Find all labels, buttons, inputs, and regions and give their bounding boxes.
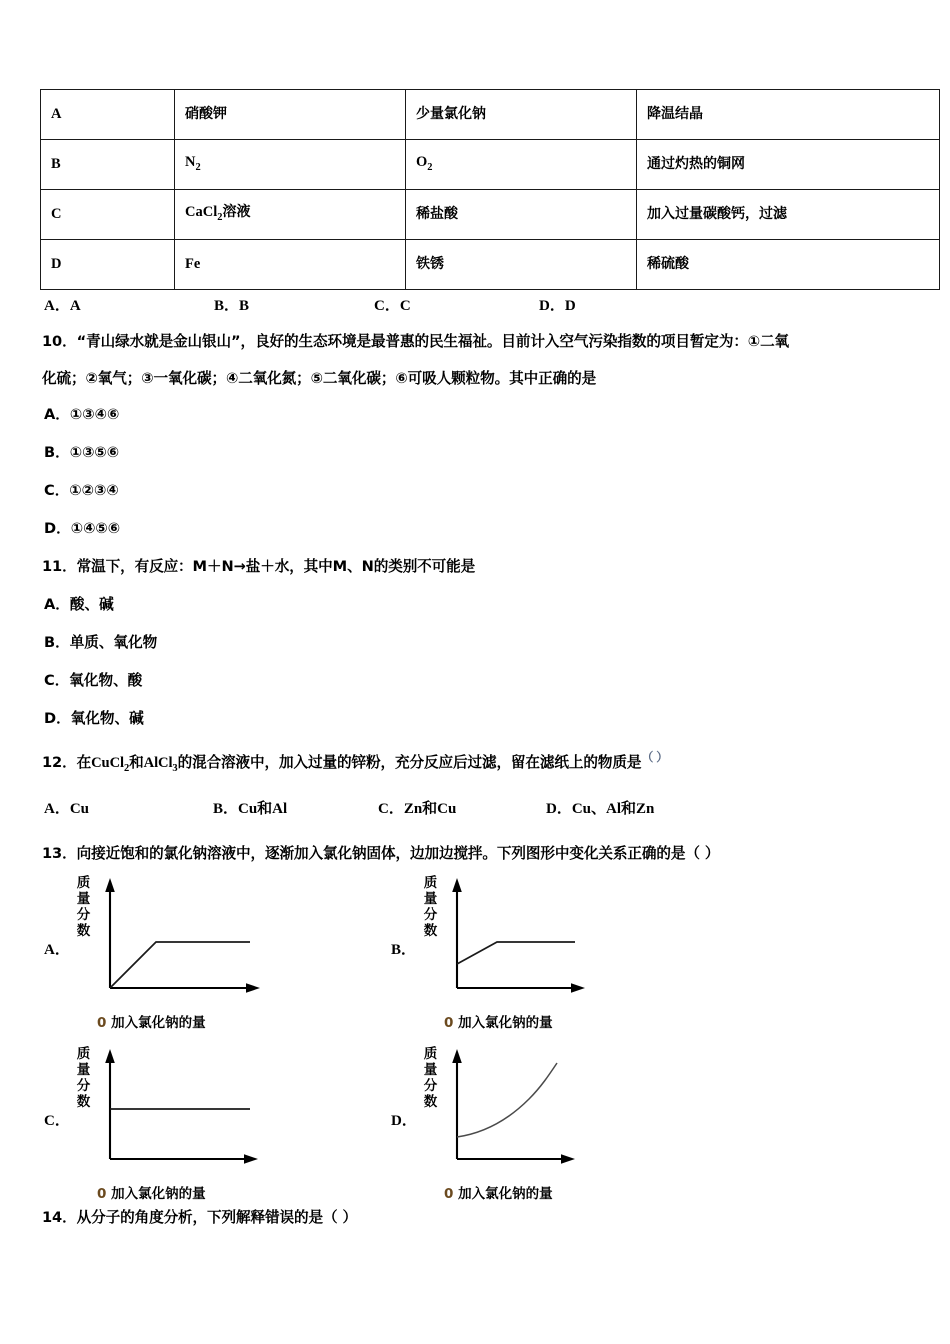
table-row: [41, 140, 940, 190]
q13-chart-d: [389, 1043, 689, 1215]
q13-chart-a-xlabel: 0 加入氯化钠的量: [97, 1015, 206, 1031]
q12-option-a[interactable]: A．Cu: [44, 801, 90, 817]
row-substance: 硝酸钾: [175, 90, 406, 140]
q12-stem: [42, 748, 668, 774]
row-method: 稀硫酸: [637, 240, 940, 290]
q11-option-b[interactable]: B．单质、氧化物: [44, 634, 158, 651]
q13-chart-c-ylabel: 质 量 分 数: [76, 1046, 91, 1110]
q13-chart-c-label: C．: [44, 1113, 70, 1129]
q11-option-c[interactable]: C．氧化物、酸: [44, 672, 143, 689]
q9-option-c[interactable]: C．C: [374, 298, 411, 314]
q13-chart-a-plot: [98, 874, 308, 1006]
q12-option-d[interactable]: D．Cu、Al和Zn: [546, 801, 655, 817]
q13-chart-c-plot: [98, 1045, 308, 1177]
q10-stem-line2: 化硫；②氧气；③一氧化碳；④二氧化氮；⑤二氧化碳；⑥可吸人颗粒物。其中正确的是: [42, 370, 597, 387]
row-impurity: $O_2$: [406, 140, 637, 190]
q10-option-a[interactable]: A．①③④⑥: [44, 406, 120, 423]
row-substance: CaCl$_2$溶液: [175, 190, 406, 240]
q10-option-b[interactable]: B．①③⑤⑥: [44, 444, 120, 461]
row-label: C: [41, 190, 175, 240]
q10-option-d[interactable]: D．①④⑤⑥: [44, 520, 121, 537]
purification-table: [40, 89, 940, 290]
q9-answer-row: [0, 294, 950, 316]
row-method: 加入过量碳酸钙，过滤: [637, 190, 940, 240]
q13-chart-b-label: B．: [391, 942, 417, 958]
q13-chart-a: [42, 872, 342, 1044]
q12-option-c[interactable]: C．Zn和Cu: [378, 801, 457, 817]
row-substance: Fe: [175, 240, 406, 290]
q13-chart-d-ylabel: 质 量 分 数: [423, 1046, 438, 1110]
q13-chart-b-ylabel: 质 量 分 数: [423, 875, 438, 939]
row-impurity: 少量氯化钠: [406, 90, 637, 140]
row-substance: $N_2$: [175, 140, 406, 190]
q11-option-a[interactable]: A．酸、碱: [44, 596, 114, 613]
q12-formula-cucl2: CuCl$_2$: [91, 754, 130, 774]
row-label: B: [41, 140, 175, 190]
q10-stem-line1: 10．“青山绿水就是金山银山”，良好的生态环境是最普惠的民生福祉。目前计入空气污染指数的项目暂定为：①二氧: [42, 333, 790, 350]
q13-chart-c: [42, 1043, 342, 1215]
q11-stem: 11．常温下，有反应：M＋N→盐＋水，其中M、N的类别不可能是: [42, 558, 476, 575]
table-row: [41, 90, 940, 140]
q9-option-a[interactable]: A．A: [44, 298, 81, 314]
row-label: D: [41, 240, 175, 290]
row-impurity: 铁锈: [406, 240, 637, 290]
q9-option-b[interactable]: B．B: [214, 298, 250, 314]
q12-answer-paren: （ ）: [641, 750, 669, 764]
row-impurity: 稀盐酸: [406, 190, 637, 240]
q13-chart-d-plot: [445, 1045, 655, 1177]
q12-stem-mid: 和: [129, 753, 144, 771]
table-row: [41, 190, 940, 240]
q9-option-d[interactable]: D．D: [539, 298, 576, 314]
table-row: [41, 240, 940, 290]
q12-stem-pre: 12．在: [42, 753, 92, 771]
q13-chart-a-label: A．: [44, 942, 70, 958]
q13-chart-b: [389, 872, 689, 1044]
q12-formula-alcl3: AlCl$_3$: [143, 754, 178, 774]
q13-chart-d-xlabel: 0 加入氯化钠的量: [444, 1186, 553, 1202]
q13-chart-d-label: D．: [391, 1113, 417, 1129]
row-label: A: [41, 90, 175, 140]
q13-chart-b-xlabel: 0 加入氯化钠的量: [444, 1015, 553, 1031]
row-method: 通过灼热的铜网: [637, 140, 940, 190]
q12-stem-post: 的混合溶液中，加入过量的锌粉，充分反应后过滤，留在滤纸上的物质是: [177, 753, 642, 771]
q13-chart-c-xlabel: 0 加入氯化钠的量: [97, 1186, 206, 1202]
q12-option-b[interactable]: B．Cu和Al: [213, 801, 288, 817]
q11-option-d[interactable]: D．氧化物、碱: [44, 710, 144, 727]
q13-stem: 13．向接近饱和的氯化钠溶液中，逐渐加入氯化钠固体，边加边搅拌。下列图形中变化关系正确的是（ ）: [42, 845, 720, 862]
q14-stem: 14．从分子的角度分析，下列解释错误的是（ ）: [42, 1209, 357, 1226]
q10-option-c[interactable]: C．①②③④: [44, 482, 119, 499]
row-method: 降温结晶: [637, 90, 940, 140]
q13-chart-a-ylabel: 质 量 分 数: [76, 875, 91, 939]
q13-chart-b-plot: [445, 874, 655, 1006]
